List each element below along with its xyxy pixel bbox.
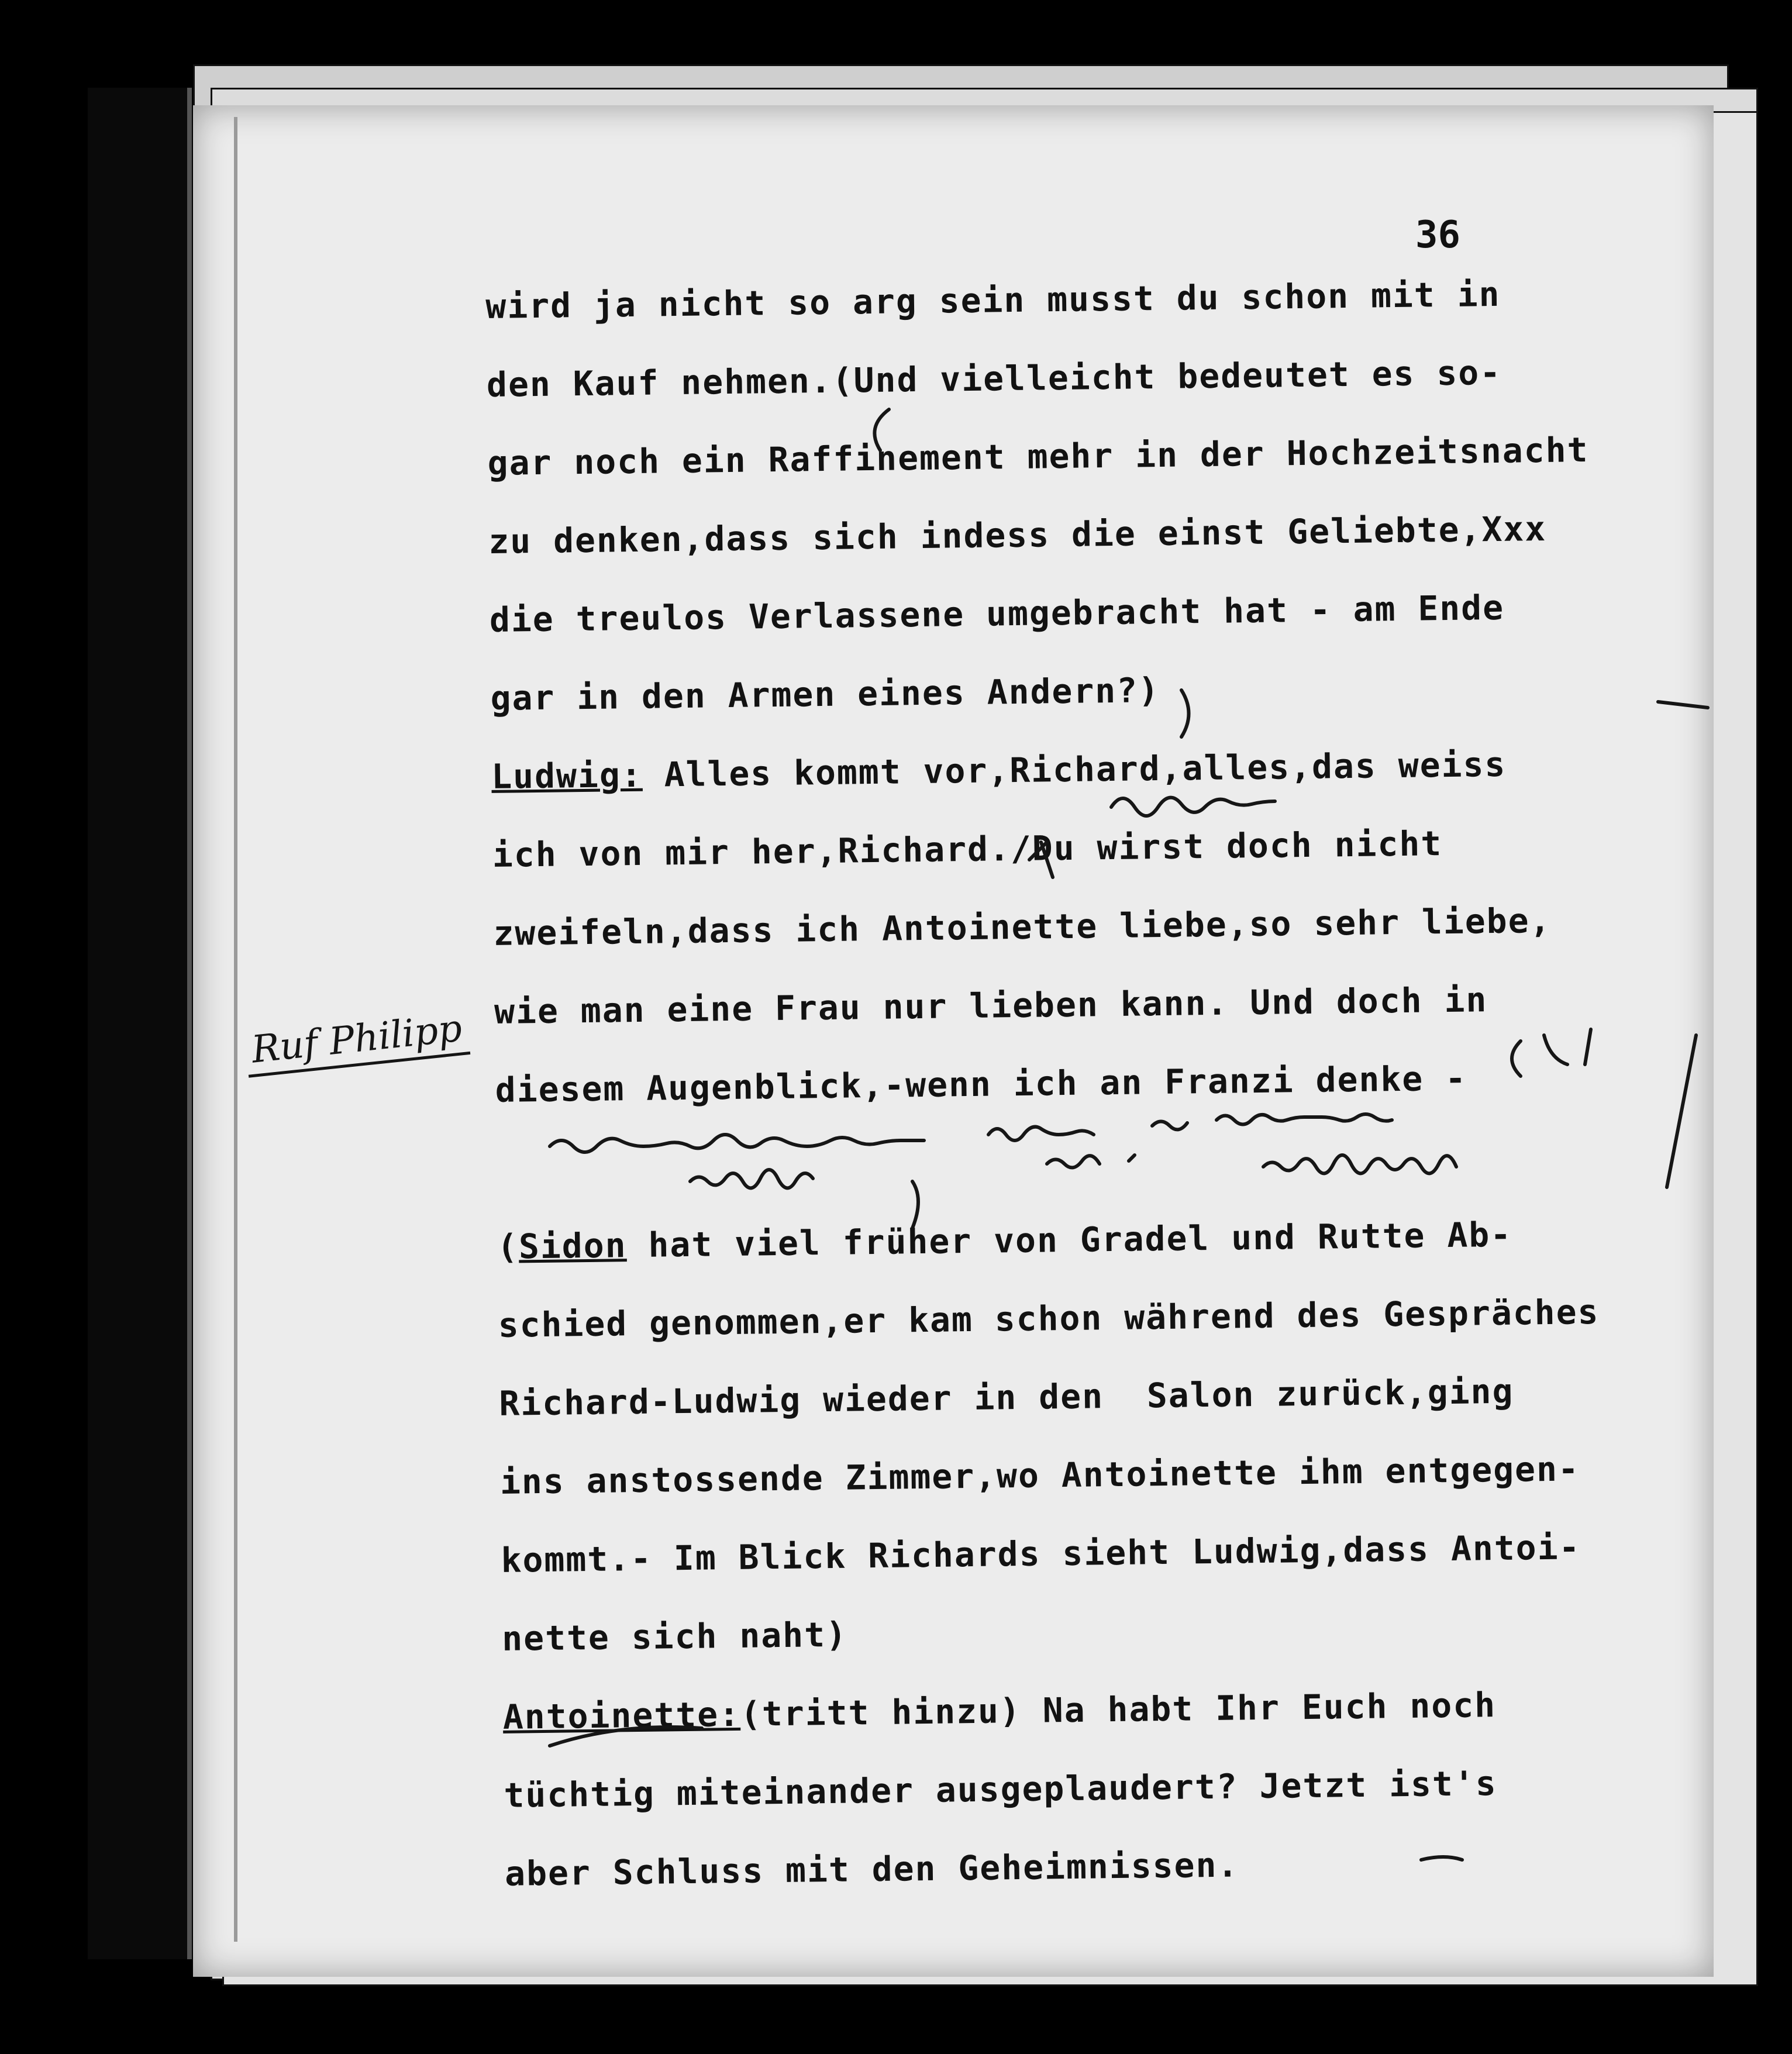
- text-line: den Kauf nehmen.(Und vielleicht bedeutet es so-: [486, 352, 1502, 405]
- text-line: tüchtig miteinander ausgeplaudert? Jetzt ist's: [504, 1763, 1498, 1815]
- page-number: 36: [1415, 213, 1461, 257]
- text-line: schied genommen,er kam schon während des Gespräches: [498, 1291, 1600, 1345]
- speaker-name: Ludwig:: [491, 754, 643, 797]
- text-line: Antoinette:(tritt hinzu) Na habt Ihr Euch noch: [502, 1685, 1497, 1737]
- text-line: gar noch ein Raffinement mehr in der Hochzeitsnacht: [487, 429, 1589, 483]
- text-line: (Sidon hat viel früher von Gradel und Rutte Ab-: [497, 1214, 1512, 1267]
- text-line: aber Schluss mit den Geheimnissen.: [504, 1845, 1239, 1894]
- text-line: zweifeln,dass ich Antoinette liebe,so sehr liebe,: [493, 900, 1552, 953]
- text-line: gar in den Armen eines Andern?): [490, 670, 1160, 718]
- text-line: die treulos Verlassene umgebracht hat - am Ende: [489, 587, 1505, 640]
- text-line: Richard-Ludwig wieder in den Salon zurück,ging: [498, 1371, 1514, 1424]
- text-line: diesem Augenblick,-wenn ich an Franzi denke -: [495, 1058, 1467, 1110]
- text-line: wird ja nicht so arg sein musst du schon mit in: [485, 274, 1501, 326]
- text-line: kommt.- Im Blick Richards sieht Ludwig,dass Antoi-: [501, 1527, 1581, 1580]
- text-line: nette sich naht): [501, 1614, 848, 1659]
- text-line: wie man eine Frau nur lieben kann. Und doch in: [494, 980, 1488, 1032]
- text-line: ich von mir her,Richard./Du wirst doch nicht: [492, 823, 1443, 875]
- text-line: zu denken,dass sich indess die einst Geliebte,Xxx: [488, 508, 1547, 561]
- text-line: Ludwig: Alles kommt vor,Richard,alles,das weiss: [491, 744, 1507, 797]
- speaker-name: Antoinette:: [502, 1694, 741, 1737]
- text-line: ins anstossende Zimmer,wo Antoinette ihm entgegen-: [499, 1449, 1580, 1502]
- handwritten-margin-note: Ruf Philipp: [244, 1006, 471, 1077]
- character-name: Sidon: [518, 1225, 627, 1267]
